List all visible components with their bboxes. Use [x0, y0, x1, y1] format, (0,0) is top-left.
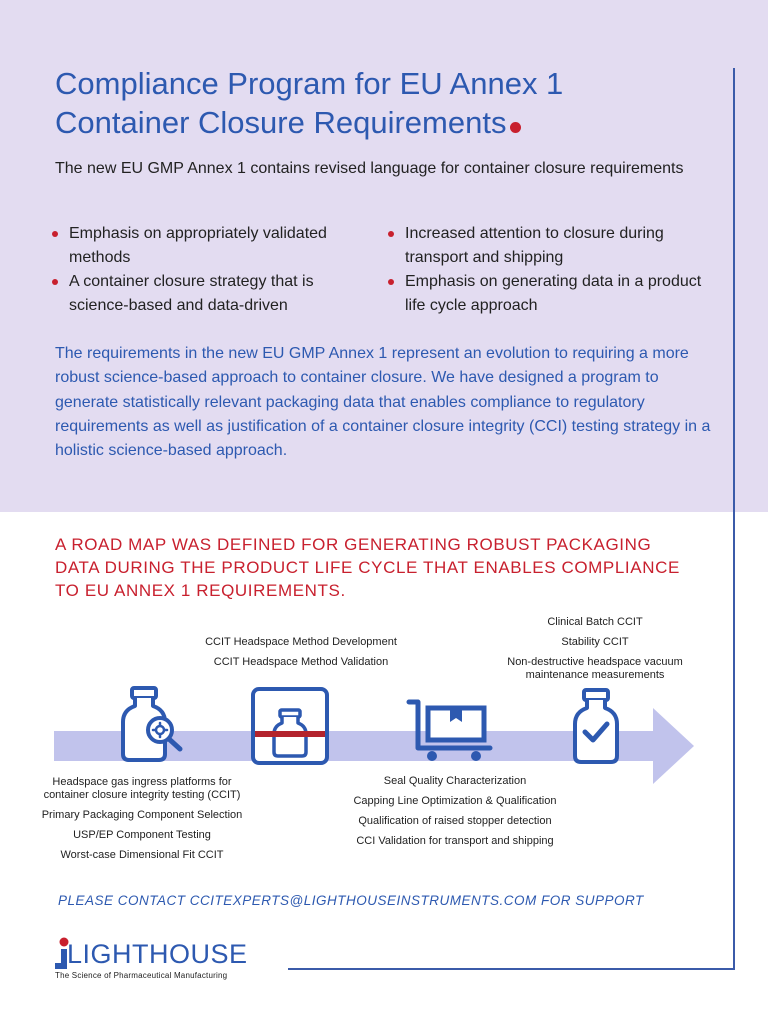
contact-prefix: PLEASE CONTACT — [58, 893, 190, 908]
title-dot-icon — [510, 122, 521, 133]
intro-text: The new EU GMP Annex 1 contains revised language for container closure requirements — [55, 160, 684, 177]
contact-email-link[interactable]: CCITEXPERTS@LIGHTHOUSEINSTRUMENTS.COM — [189, 893, 537, 908]
roadmap-label: CCI Validation for transport and shipping — [356, 835, 554, 847]
bullet-dot-icon — [52, 279, 58, 285]
vial-headspace-icon — [250, 686, 330, 766]
roadmap-label: Seal Quality Characterization — [383, 775, 527, 787]
bullet-item — [388, 270, 708, 318]
roadmap-label: Clinical Batch CCIT — [547, 616, 643, 628]
roadmap-label: Worst-case Dimensional Fit CCIT — [60, 849, 224, 861]
bullet-dot-icon — [388, 279, 394, 285]
bottom-rule — [288, 968, 735, 970]
roadmap-labels-stage-4 — [485, 616, 705, 682]
vial-search-icon — [118, 686, 190, 766]
cart-box-icon — [406, 698, 494, 762]
roadmap-labels-stage-3 — [325, 775, 585, 848]
vial-check-icon — [570, 688, 622, 766]
title-line-2: Container Closure Requirements — [55, 105, 507, 140]
bullet-text: Emphasis on generating data in a product life cycle approach — [405, 273, 702, 314]
bullet-item — [52, 270, 362, 318]
bullet-dot-icon — [52, 231, 58, 237]
bullet-item — [52, 222, 362, 270]
roadmap-label: Non-destructive headspace vacuum — [507, 656, 683, 668]
roadmap-labels-stage-2 — [186, 636, 416, 669]
roadmap-label: maintenance measurements — [525, 669, 665, 681]
title-line-1: Compliance Program for EU Annex 1 — [55, 66, 564, 101]
roadmap-labels-stage-1 — [22, 776, 262, 862]
vertical-rule — [733, 68, 735, 970]
roadmap-label: Primary Packaging Component Selection — [41, 809, 243, 821]
roadmap-label: container closure integrity testing (CCIT) — [43, 789, 241, 801]
roadmap-label: USP/EP Component Testing — [73, 829, 211, 841]
bullet-list-left — [52, 222, 362, 318]
bullet-text: Increased attention to closure during transport and shipping — [405, 225, 664, 266]
bullet-item — [388, 222, 708, 270]
description-paragraph: The requirements in the new EU GMP Annex 1 represent an evolution to requiring a more robust science-based approach to container closure. We have designed a program to generate statistically relevant packaging data that enables compliance to regulatory requirements as well as justification of a container closure integrity (CCI) testing strategy in a holistic science-based approach. — [55, 345, 711, 460]
roadmap-label: CCIT Headspace Method Development — [205, 636, 397, 648]
bullet-text: Emphasis on appropriately validated methods — [69, 225, 327, 266]
roadmap-label: Stability CCIT — [561, 636, 629, 648]
roadmap-label: Headspace gas ingress platforms for — [52, 776, 232, 788]
roadmap-label: Capping Line Optimization & Qualification — [353, 795, 557, 807]
roadmap-label: Qualification of raised stopper detection — [358, 815, 552, 827]
bullet-list-right — [388, 222, 708, 318]
roadmap-heading-line: DATA DURING THE PRODUCT LIFE CYCLE THAT ENABLES COMPLIANCE — [55, 558, 680, 577]
roadmap-heading — [55, 533, 725, 602]
bullet-dot-icon — [388, 231, 394, 237]
page-title — [55, 64, 715, 142]
bullet-text: A container closure strategy that is science-based and data-driven — [69, 273, 314, 314]
logo-tagline: The Science of Pharmaceutical Manufacturing — [55, 971, 228, 980]
roadmap-heading-line: A ROAD MAP WAS DEFINED FOR GENERATING ROBUST PACKAGING — [55, 535, 652, 554]
roadmap-label: CCIT Headspace Method Validation — [213, 656, 389, 668]
logo-wordmark: LIGHTHOUSE — [67, 939, 248, 969]
roadmap-heading-line: TO EU ANNEX 1 REQUIREMENTS. — [55, 581, 346, 600]
roadmap-arrow-head — [653, 708, 694, 784]
contact-suffix: FOR SUPPORT — [536, 893, 644, 908]
contact-line — [58, 893, 728, 908]
lighthouse-logo — [55, 937, 285, 983]
